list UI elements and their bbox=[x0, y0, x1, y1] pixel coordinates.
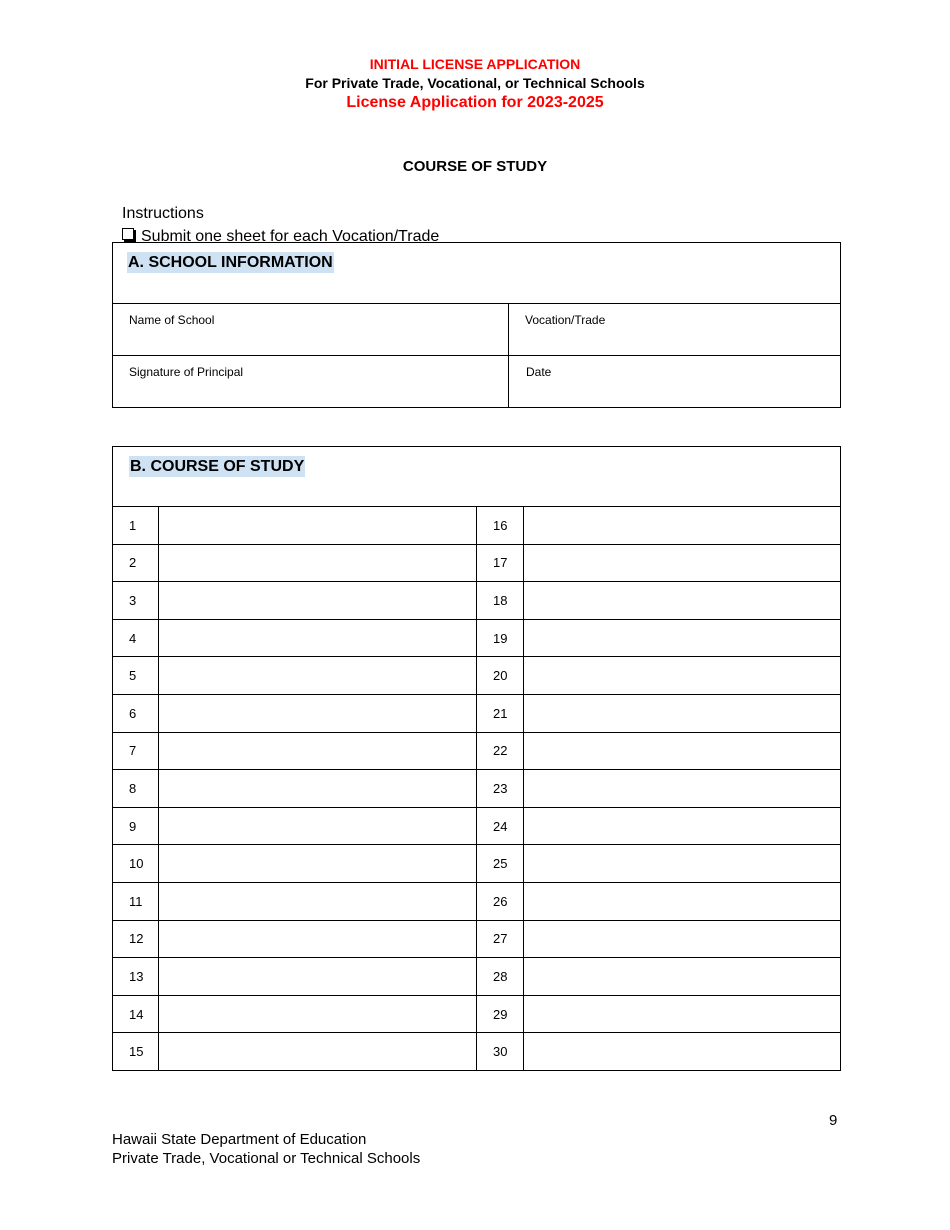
course-entry-left[interactable] bbox=[159, 995, 477, 1033]
course-entry-right[interactable] bbox=[524, 657, 841, 695]
course-entry-right[interactable] bbox=[524, 507, 841, 545]
course-entry-left[interactable] bbox=[159, 845, 477, 883]
name-of-school-label: Name of School bbox=[129, 313, 215, 327]
header-license-period: License Application for 2023-2025 bbox=[346, 94, 604, 111]
signature-label: Signature of Principal bbox=[129, 365, 244, 379]
page-section-title: COURSE OF STUDY bbox=[402, 158, 548, 175]
school-info-header-cell bbox=[113, 243, 841, 304]
course-number-right: 23 bbox=[477, 770, 524, 808]
instruction-item-text: Submit one sheet for each Vocation/Trade bbox=[141, 228, 440, 245]
course-number-right: 17 bbox=[477, 544, 524, 582]
page-number: 9 bbox=[829, 1112, 838, 1129]
course-number-right: 22 bbox=[477, 732, 524, 770]
instructions-heading: Instructions bbox=[122, 205, 204, 222]
date-field[interactable] bbox=[509, 356, 841, 408]
course-entry-right[interactable] bbox=[524, 770, 841, 808]
course-number-right: 24 bbox=[477, 807, 524, 845]
course-entry-left[interactable] bbox=[159, 920, 477, 958]
course-row bbox=[113, 845, 841, 883]
course-row bbox=[113, 958, 841, 996]
course-number-right: 21 bbox=[477, 694, 524, 732]
course-number-left: 3 bbox=[113, 582, 159, 620]
course-entry-right[interactable] bbox=[524, 920, 841, 958]
course-entry-left[interactable] bbox=[159, 507, 477, 545]
course-number-right: 20 bbox=[477, 657, 524, 695]
course-entry-right[interactable] bbox=[524, 807, 841, 845]
course-number-left: 4 bbox=[113, 619, 159, 657]
course-number-right: 28 bbox=[477, 958, 524, 996]
course-number-left: 13 bbox=[113, 958, 159, 996]
school-info-heading: A. SCHOOL INFORMATION bbox=[128, 254, 333, 271]
course-row bbox=[113, 657, 841, 695]
course-header-cell bbox=[113, 447, 841, 507]
course-row bbox=[113, 732, 841, 770]
footer-department: Hawaii State Department of Education bbox=[112, 1131, 367, 1148]
course-of-study-table bbox=[112, 446, 841, 1071]
course-entry-left[interactable] bbox=[159, 882, 477, 920]
course-of-study-heading: B. COURSE OF STUDY bbox=[130, 458, 305, 475]
checkbox-icon bbox=[122, 228, 134, 240]
course-row bbox=[113, 582, 841, 620]
course-row bbox=[113, 920, 841, 958]
course-number-left: 8 bbox=[113, 770, 159, 808]
course-row bbox=[113, 507, 841, 545]
course-number-left: 7 bbox=[113, 732, 159, 770]
course-entry-right[interactable] bbox=[524, 619, 841, 657]
course-entry-left[interactable] bbox=[159, 807, 477, 845]
course-number-right: 29 bbox=[477, 995, 524, 1033]
course-entry-right[interactable] bbox=[524, 958, 841, 996]
course-entry-right[interactable] bbox=[524, 582, 841, 620]
footer-program: Private Trade, Vocational or Technical Schools bbox=[112, 1150, 421, 1167]
course-number-left: 6 bbox=[113, 694, 159, 732]
course-row bbox=[113, 995, 841, 1033]
course-entry-right[interactable] bbox=[524, 694, 841, 732]
signature-field[interactable] bbox=[113, 356, 509, 408]
course-number-left: 15 bbox=[113, 1033, 159, 1071]
course-entry-right[interactable] bbox=[524, 995, 841, 1033]
course-entry-left[interactable] bbox=[159, 619, 477, 657]
course-entry-left[interactable] bbox=[159, 770, 477, 808]
course-number-left: 12 bbox=[113, 920, 159, 958]
course-number-right: 30 bbox=[477, 1033, 524, 1071]
course-number-right: 26 bbox=[477, 882, 524, 920]
course-row bbox=[113, 694, 841, 732]
course-entry-right[interactable] bbox=[524, 544, 841, 582]
course-entry-right[interactable] bbox=[524, 882, 841, 920]
header-subtitle: For Private Trade, Vocational, or Technical Schools bbox=[305, 75, 645, 91]
course-number-right: 25 bbox=[477, 845, 524, 883]
course-number-right: 27 bbox=[477, 920, 524, 958]
course-entry-left[interactable] bbox=[159, 657, 477, 695]
course-number-right: 19 bbox=[477, 619, 524, 657]
course-row bbox=[113, 544, 841, 582]
date-label: Date bbox=[526, 365, 552, 379]
course-number-left: 14 bbox=[113, 995, 159, 1033]
course-number-left: 11 bbox=[113, 882, 159, 920]
course-entry-right[interactable] bbox=[524, 845, 841, 883]
school-information-table bbox=[112, 242, 841, 408]
course-number-left: 5 bbox=[113, 657, 159, 695]
course-entry-left[interactable] bbox=[159, 958, 477, 996]
course-number-left: 1 bbox=[113, 507, 159, 545]
course-row bbox=[113, 1033, 841, 1071]
vocation-trade-field[interactable] bbox=[509, 304, 841, 356]
header-title: INITIAL LICENSE APPLICATION bbox=[369, 56, 581, 72]
course-number-right: 18 bbox=[477, 582, 524, 620]
vocation-trade-label: Vocation/Trade bbox=[525, 313, 606, 327]
course-number-left: 10 bbox=[113, 845, 159, 883]
course-entry-left[interactable] bbox=[159, 1033, 477, 1071]
course-number-left: 9 bbox=[113, 807, 159, 845]
course-row bbox=[113, 807, 841, 845]
course-of-study-body bbox=[113, 447, 841, 1071]
course-entry-left[interactable] bbox=[159, 694, 477, 732]
course-entry-left[interactable] bbox=[159, 544, 477, 582]
course-entry-right[interactable] bbox=[524, 732, 841, 770]
course-number-left: 2 bbox=[113, 544, 159, 582]
course-row bbox=[113, 882, 841, 920]
course-row bbox=[113, 619, 841, 657]
course-row bbox=[113, 770, 841, 808]
course-entry-right[interactable] bbox=[524, 1033, 841, 1071]
course-entry-left[interactable] bbox=[159, 582, 477, 620]
name-of-school-field[interactable] bbox=[113, 304, 509, 356]
course-number-right: 16 bbox=[477, 507, 524, 545]
course-entry-left[interactable] bbox=[159, 732, 477, 770]
